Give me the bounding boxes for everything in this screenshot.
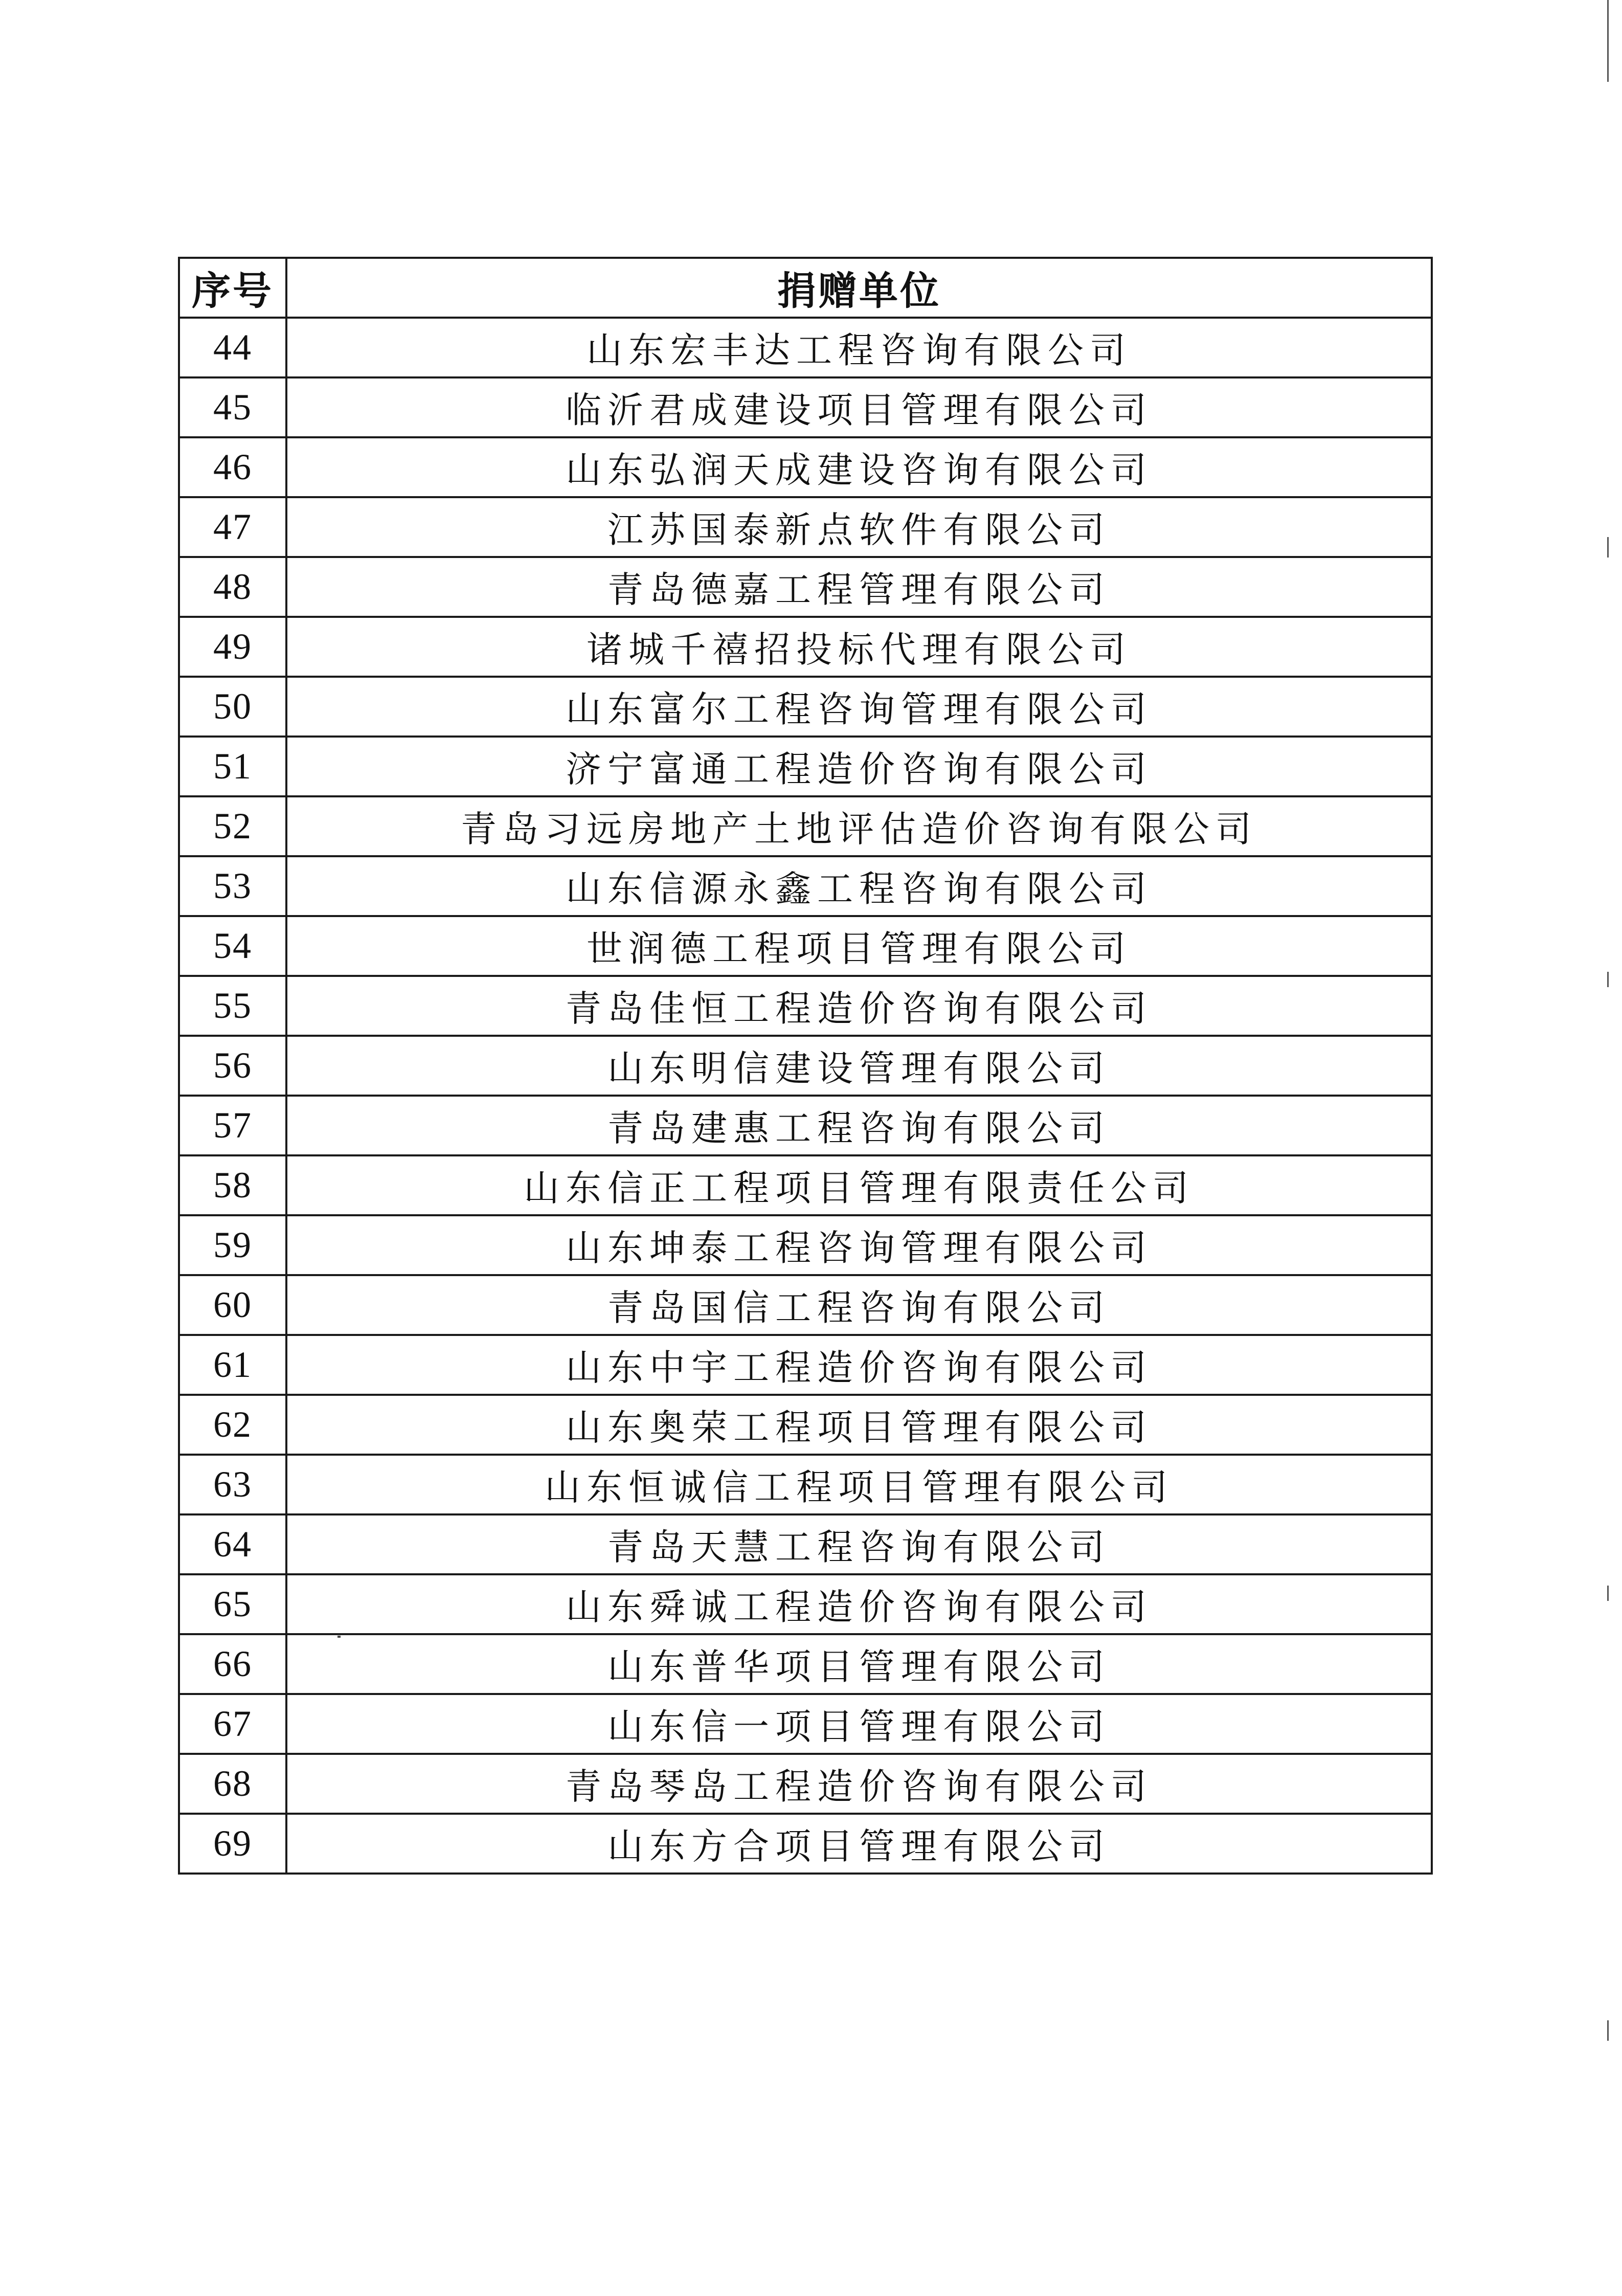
row-number: 68	[179, 1754, 286, 1814]
donor-unit-name: 青岛琴岛工程造价咨询有限公司	[286, 1754, 1432, 1814]
table-row	[179, 916, 1432, 976]
donor-unit-name: 山东信一项目管理有限公司	[286, 1694, 1432, 1754]
row-number: 48	[179, 557, 286, 617]
table-row	[179, 1514, 1432, 1574]
row-number: 49	[179, 617, 286, 677]
table-row	[179, 557, 1432, 617]
row-number: 65	[179, 1574, 286, 1634]
donor-unit-name: 青岛佳恒工程造价咨询有限公司	[286, 976, 1432, 1036]
table-row	[179, 677, 1432, 737]
header-number: 序号	[179, 258, 286, 318]
donor-unit-name: 山东中宇工程造价咨询有限公司	[286, 1335, 1432, 1395]
table-row	[179, 1215, 1432, 1275]
donor-unit-name: 青岛习远房地产土地评估造价咨询有限公司	[286, 796, 1432, 856]
table-row	[179, 497, 1432, 557]
table-row	[179, 1455, 1432, 1514]
row-number: 66	[179, 1634, 286, 1694]
row-number: 62	[179, 1395, 286, 1455]
row-number: 44	[179, 318, 286, 377]
table-body	[179, 318, 1432, 1874]
row-number: 45	[179, 377, 286, 437]
row-number: 58	[179, 1155, 286, 1215]
scan-edge-mark	[1607, 972, 1609, 987]
donor-unit-name: 山东弘润天成建设咨询有限公司	[286, 437, 1432, 497]
donor-unit-name: 山东宏丰达工程咨询有限公司	[286, 318, 1432, 377]
header-donor-unit: 捐赠单位	[286, 258, 1432, 318]
row-number: 55	[179, 976, 286, 1036]
donor-unit-name: 青岛国信工程咨询有限公司	[286, 1275, 1432, 1335]
table-row	[179, 617, 1432, 677]
row-number: 47	[179, 497, 286, 557]
donor-unit-name: 山东信正工程项目管理有限责任公司	[286, 1155, 1432, 1215]
table-row	[179, 1814, 1432, 1874]
scan-edge-mark	[1607, 537, 1609, 558]
table-row	[179, 377, 1432, 437]
donor-unit-name: 山东恒诚信工程项目管理有限公司	[286, 1455, 1432, 1514]
table-row	[179, 1335, 1432, 1395]
table-row	[179, 976, 1432, 1036]
donor-unit-name: 青岛德嘉工程管理有限公司	[286, 557, 1432, 617]
row-number: 69	[179, 1814, 286, 1874]
donor-unit-name: 青岛天慧工程咨询有限公司	[286, 1514, 1432, 1574]
table-row	[179, 1036, 1432, 1096]
row-number: 64	[179, 1514, 286, 1574]
table-row	[179, 1574, 1432, 1634]
table-row	[179, 1754, 1432, 1814]
row-number: 60	[179, 1275, 286, 1335]
table-row	[179, 318, 1432, 377]
table-row	[179, 856, 1432, 916]
donor-unit-name: 济宁富通工程造价咨询有限公司	[286, 737, 1432, 796]
scan-speck	[337, 1636, 341, 1638]
table-row	[179, 796, 1432, 856]
donor-unit-name: 诸城千禧招投标代理有限公司	[286, 617, 1432, 677]
row-number: 53	[179, 856, 286, 916]
scan-edge-mark	[1607, 2020, 1609, 2041]
table-row	[179, 1275, 1432, 1335]
row-number: 67	[179, 1694, 286, 1754]
donor-unit-name: 山东方合项目管理有限公司	[286, 1814, 1432, 1874]
table-row	[179, 1155, 1432, 1215]
row-number: 61	[179, 1335, 286, 1395]
donor-unit-name: 临沂君成建设项目管理有限公司	[286, 377, 1432, 437]
donor-unit-name: 山东普华项目管理有限公司	[286, 1634, 1432, 1694]
row-number: 59	[179, 1215, 286, 1275]
donor-unit-name: 山东明信建设管理有限公司	[286, 1036, 1432, 1096]
row-number: 52	[179, 796, 286, 856]
row-number: 51	[179, 737, 286, 796]
donor-unit-name: 山东富尔工程咨询管理有限公司	[286, 677, 1432, 737]
donor-unit-name: 世润德工程项目管理有限公司	[286, 916, 1432, 976]
donor-unit-name: 山东舜诚工程造价咨询有限公司	[286, 1574, 1432, 1634]
row-number: 50	[179, 677, 286, 737]
table-row	[179, 737, 1432, 796]
row-number: 57	[179, 1096, 286, 1155]
donor-unit-name: 山东信源永鑫工程咨询有限公司	[286, 856, 1432, 916]
donor-unit-name: 江苏国泰新点软件有限公司	[286, 497, 1432, 557]
table-row	[179, 1395, 1432, 1455]
row-number: 63	[179, 1455, 286, 1514]
table-row	[179, 1096, 1432, 1155]
donor-table-container	[178, 257, 1431, 1875]
donor-table	[178, 257, 1433, 1875]
donor-unit-name: 青岛建惠工程咨询有限公司	[286, 1096, 1432, 1155]
table-row	[179, 1694, 1432, 1754]
donor-unit-name: 山东坤泰工程咨询管理有限公司	[286, 1215, 1432, 1275]
scan-edge-mark	[1607, 0, 1609, 82]
scan-edge-mark	[1607, 1586, 1609, 1601]
table-row	[179, 1634, 1432, 1694]
table-row	[179, 437, 1432, 497]
row-number: 54	[179, 916, 286, 976]
row-number: 46	[179, 437, 286, 497]
table-header-row	[179, 258, 1432, 318]
row-number: 56	[179, 1036, 286, 1096]
donor-unit-name: 山东奥荣工程项目管理有限公司	[286, 1395, 1432, 1455]
